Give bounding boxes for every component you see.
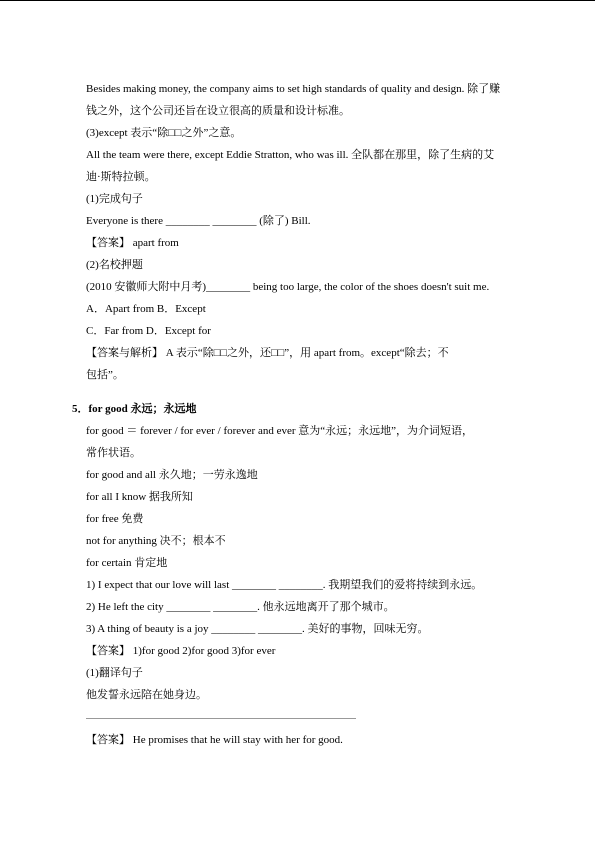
exercise-sentence: 3) A thing of beauty is a joy ________ ________. 美好的事物，回味无穷。 <box>86 623 429 635</box>
answer-analysis-cont: 包括”。 <box>86 369 124 381</box>
phrase-item: not for anything 决不；根本不 <box>86 535 226 547</box>
phrase-item: for good and all 永久地；一劳永逸地 <box>86 469 258 481</box>
text-line: 迪·斯特拉顿。 <box>86 171 156 183</box>
exercise-sentence: 他发誓永远陪在她身边。 <box>86 689 207 701</box>
choice-line: C．Far from D．Except for <box>86 325 211 337</box>
exercise-sentence: Everyone is there ________ ________ (除了) Bill. <box>86 215 311 227</box>
section-heading: 5．for good 永远；永远地 <box>72 403 197 415</box>
text-line: All the team were there, except Eddie Stratton, who was ill. 全队都在那里，除了生病的艾 <box>86 149 495 161</box>
text-line: for good ＝ forever / for ever / forever and ever 意为“永远；永远地”，为介词短语， <box>86 425 474 437</box>
phrase-item: for all I know 据我所知 <box>86 491 193 503</box>
answer-line: 【答案】 1)for good 2)for good 3)for ever <box>86 645 276 657</box>
phrase-item: for free 免费 <box>86 513 144 525</box>
section-label: (1)翻译句子 <box>86 667 143 679</box>
document-body <box>72 78 546 751</box>
section-label: (2)名校押题 <box>86 259 143 271</box>
answer-line: 【答案】 He promises that he will stay with her for good. <box>86 734 343 746</box>
text-line: 常作状语。 <box>86 447 141 459</box>
section-label: (1)完成句子 <box>86 193 143 205</box>
choice-line: A．Apart from B．Except <box>86 303 206 315</box>
exercise-sentence: (2010 安徽师大附中月考)________ being too large, the color of the shoes doesn't suit me. <box>86 281 490 293</box>
answer-analysis: 【答案与解析】 A 表示“除□□之外，还□□”，用 apart from。except“除去；不 <box>86 347 449 359</box>
exercise-sentence: 2) He left the city ________ ________. 他永远地离开了那个城市。 <box>86 601 395 613</box>
text-line: 钱之外，这个公司还旨在设立很高的质量和设计标准。 <box>86 105 350 117</box>
exercise-sentence: 1) I expect that our love will last ________ ________. 我期望我们的爱将持续到永远。 <box>86 579 483 591</box>
answer-line: 【答案】 apart from <box>86 237 179 249</box>
phrase-item: for certain 肯定地 <box>86 557 168 569</box>
answer-rule <box>86 718 356 719</box>
top-border-rule <box>0 0 595 1</box>
text-line: Besides making money, the company aims to set high standards of quality and design. 除了赚 <box>86 83 501 95</box>
text-line: (3)except 表示“除□□之外”之意。 <box>86 127 242 139</box>
